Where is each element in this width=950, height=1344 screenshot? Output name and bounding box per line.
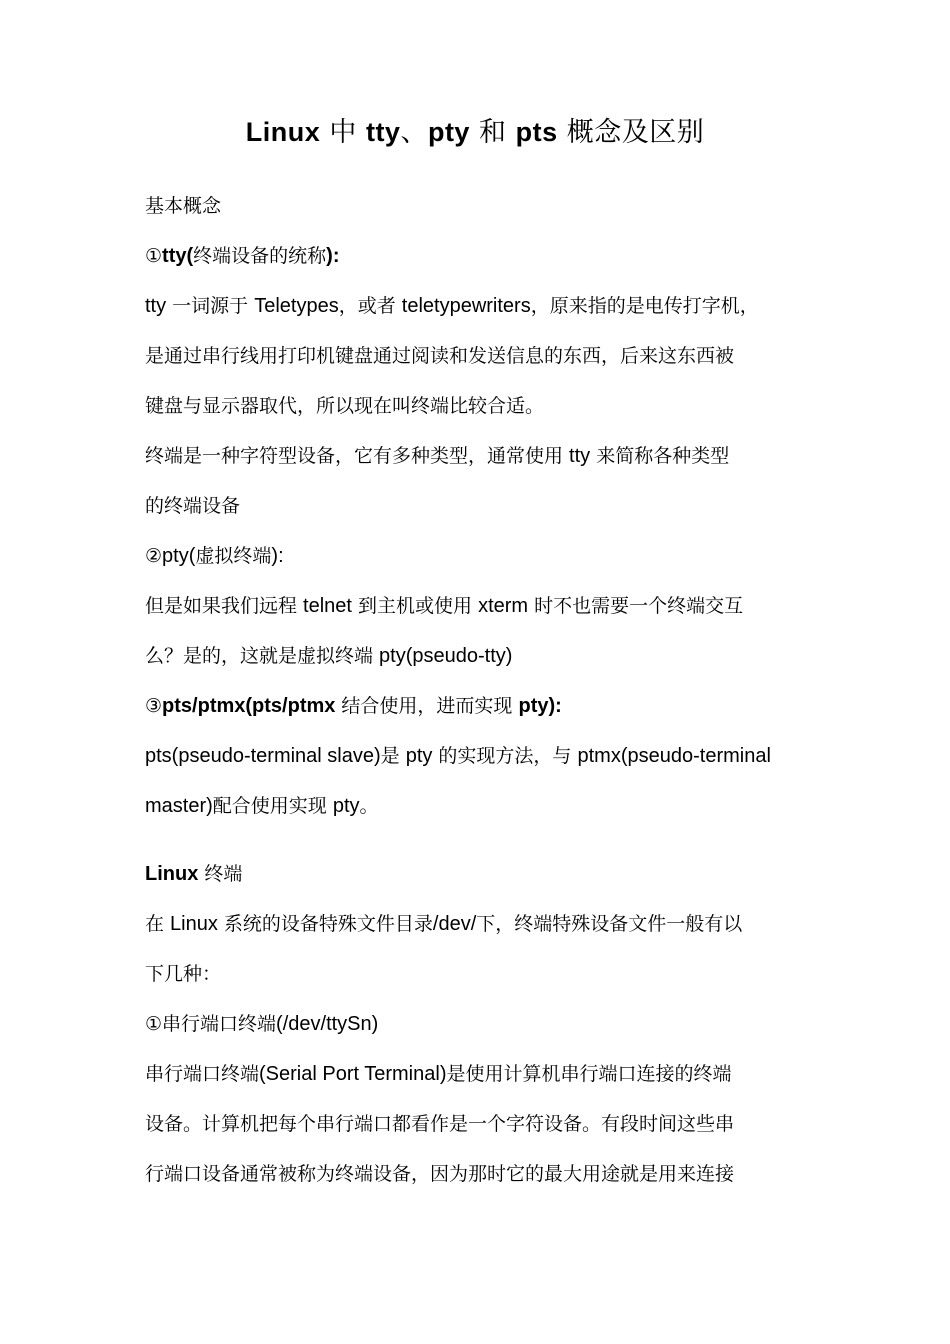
text-segment: ① — [145, 245, 163, 267]
text-segment: 行端口设备通常被称为终端设备，因为那时它的最大用途就是用来连接 — [145, 1163, 735, 1185]
title-part: pts — [515, 117, 558, 147]
text-line — [145, 1056, 810, 1090]
title-part: tty — [365, 117, 401, 147]
title-part: 、 — [400, 117, 428, 148]
text-segment: (Serial Port Terminal) — [259, 1063, 447, 1085]
document-title — [0, 112, 950, 153]
text-segment: ): — [326, 245, 340, 267]
text-segment: 下，终端特殊设备文件一般有以 — [476, 913, 743, 935]
text-segment: 配合使用实现 — [212, 795, 333, 817]
text-segment: tty — [569, 445, 591, 467]
text-line — [145, 856, 810, 890]
text-segment: 结合使用，进而实现 — [335, 695, 519, 717]
text-segment: /dev/ — [432, 913, 477, 935]
text-segment: 的实现方法，与 — [432, 745, 578, 767]
text-segment: 么？是的，这就是虚拟终端 — [145, 645, 380, 667]
title-part: 和 — [469, 117, 516, 148]
text-segment: pts/ptmx(pts/ptmx — [162, 695, 336, 717]
text-segment: 到主机或使用 — [351, 595, 479, 617]
text-segment: xterm — [478, 595, 529, 617]
text-segment: pty — [405, 745, 433, 767]
text-line — [145, 338, 810, 372]
text-segment: tty( — [162, 245, 194, 267]
text-segment: pts(pseudo-terminal slave) — [145, 745, 381, 767]
text-segment: telnet — [303, 595, 352, 617]
text-segment: 系统的设备特殊文件目录 — [217, 913, 433, 935]
text-segment: ptmx(pseudo-terminal — [577, 745, 771, 767]
text-line — [145, 1156, 810, 1190]
text-line — [145, 1006, 810, 1040]
text-segment: ② — [145, 545, 163, 567]
text-line — [145, 538, 810, 572]
title-part: Linux — [245, 117, 321, 147]
text-segment: 是使用计算机串行端口连接的终端 — [446, 1063, 732, 1085]
text-line — [145, 188, 810, 222]
text-segment: tty — [145, 295, 167, 317]
text-segment: Teletypes — [254, 295, 339, 317]
text-segment: 是 — [380, 745, 406, 767]
text-segment: ，原来指的是电传打字机， — [530, 295, 759, 317]
text-segment: 。 — [359, 795, 379, 817]
text-line — [145, 238, 810, 272]
text-segment: ①串行端口终端 — [145, 1013, 277, 1035]
text-segment: 设备。计算机把每个串行端口都看作是一个字符设备。有段时间这些串 — [145, 1113, 735, 1135]
title-part: 概念及区别 — [557, 117, 705, 148]
text-segment: pty( — [162, 545, 196, 567]
text-segment: ③ — [145, 695, 163, 717]
text-segment: 时不也需要一个终端交互 — [528, 595, 744, 617]
text-segment: 是通过串行线用打印机键盘通过阅读和发送信息的东西，后来这东西被 — [145, 345, 735, 367]
text-segment: 在 — [145, 913, 171, 935]
text-line — [145, 788, 810, 822]
text-segment: ): — [271, 545, 284, 567]
text-segment: Linux — [170, 913, 218, 935]
text-line — [145, 1106, 810, 1140]
text-segment: teletypewriters — [401, 295, 531, 317]
text-segment: pty(pseudo-tty) — [379, 645, 513, 667]
text-segment: 一词源于 — [166, 295, 255, 317]
text-segment: Linux — [145, 863, 199, 885]
text-line — [145, 488, 810, 522]
text-segment: 串行端口终端 — [145, 1063, 260, 1085]
text-line — [145, 638, 810, 672]
text-line — [145, 588, 810, 622]
text-segment: 来简称各种类型 — [590, 445, 730, 467]
text-segment: 基本概念 — [145, 195, 222, 217]
text-segment: pty — [332, 795, 360, 817]
text-line — [145, 906, 810, 940]
text-segment: 但是如果我们远程 — [145, 595, 304, 617]
text-segment: 键盘与显示器取代，所以现在叫终端比较合适。 — [145, 395, 545, 417]
text-segment: pty): — [518, 695, 562, 717]
title-part: pty — [427, 117, 470, 147]
text-segment: 下几种： — [145, 963, 222, 985]
text-segment: master) — [145, 795, 213, 817]
text-segment: 终端设备的统称 — [193, 245, 327, 267]
title-part: 中 — [320, 117, 366, 148]
text-segment: (/dev/ttySn) — [276, 1013, 379, 1035]
text-segment: ，或者 — [338, 295, 402, 317]
text-line — [145, 438, 810, 472]
text-line — [145, 288, 810, 322]
text-segment: 虚拟终端 — [195, 545, 272, 567]
text-line — [145, 388, 810, 422]
text-line — [145, 688, 810, 722]
text-segment: 终端 — [198, 863, 243, 885]
text-segment: 终端是一种字符型设备，它有多种类型，通常使用 — [145, 445, 570, 467]
text-line — [145, 738, 810, 772]
text-segment: 的终端设备 — [145, 495, 241, 517]
text-line — [145, 956, 810, 990]
